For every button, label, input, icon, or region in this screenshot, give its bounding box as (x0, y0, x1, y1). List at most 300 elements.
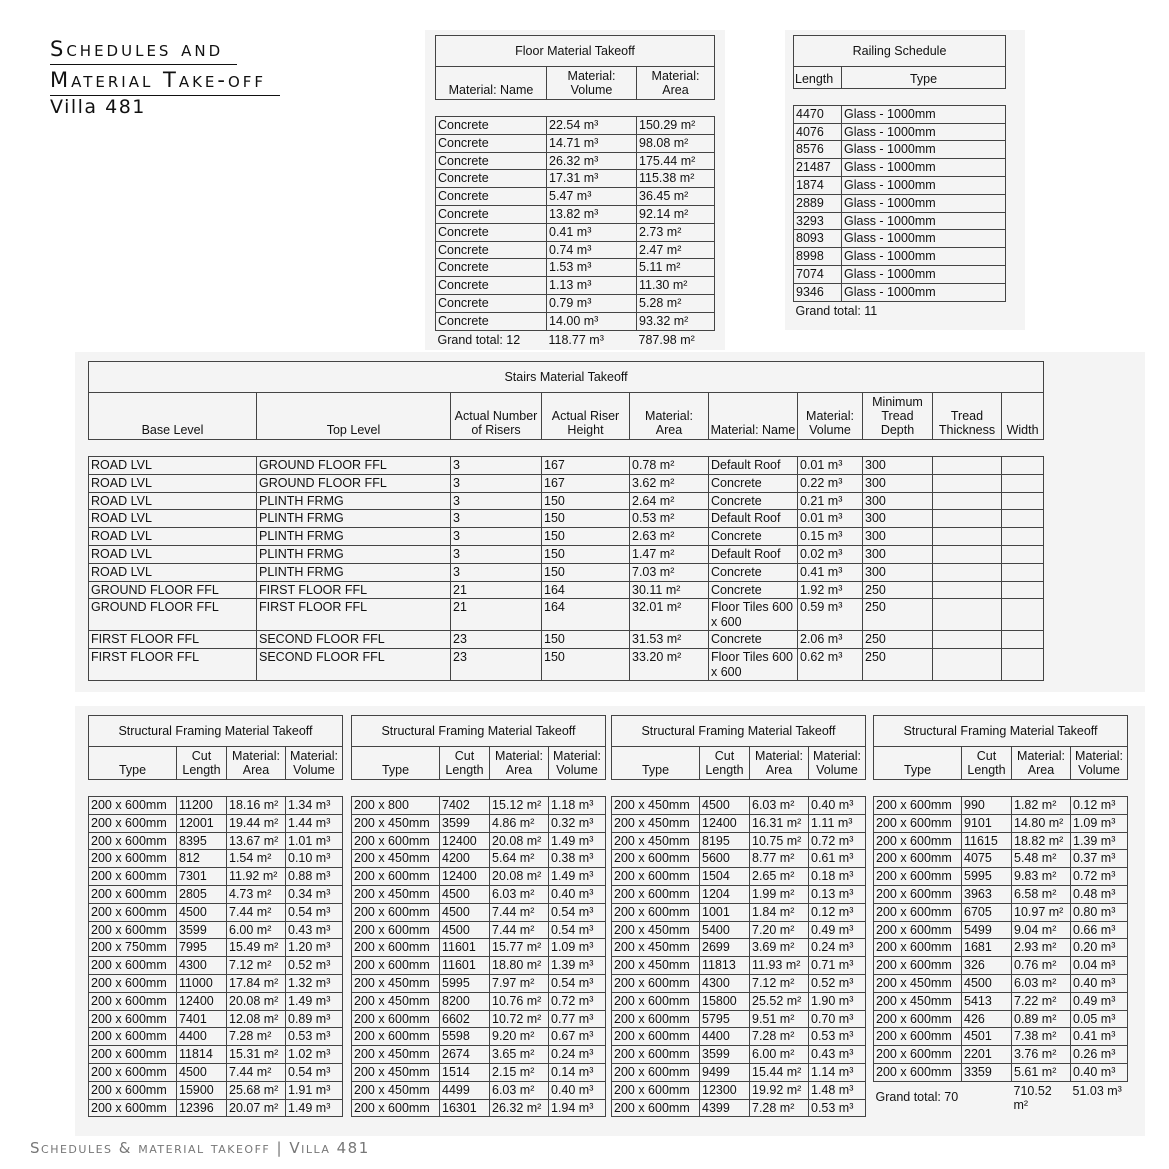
stairs-cell: ROAD LVL (89, 474, 257, 492)
framing-cell: 0.40 m³ (549, 1081, 606, 1099)
framing-cell: 9.20 m² (490, 1028, 549, 1046)
framing-row (612, 1028, 866, 1046)
railing-cell: Glass - 1000mm (842, 123, 1006, 141)
framing-cell: 3963 (962, 885, 1012, 903)
framing-cell: 0.40 m³ (1071, 974, 1128, 992)
framing-cell: 1.34 m³ (286, 797, 343, 815)
framing-cell: 0.80 m³ (1071, 903, 1128, 921)
stairs-row (89, 492, 1044, 510)
floor-cell: Concrete (436, 259, 547, 277)
framing-cell: 1.82 m² (1012, 797, 1071, 815)
framing-cell: 200 x 600mm (352, 957, 440, 975)
stairs-row (89, 474, 1044, 492)
framing-cell: 0.41 m³ (1071, 1028, 1128, 1046)
framing-cell: 0.26 m³ (1071, 1046, 1128, 1064)
framing-row (352, 1028, 606, 1046)
framing-cell: 0.05 m³ (1071, 1010, 1128, 1028)
framing-cell: 990 (962, 797, 1012, 815)
structural-framing-takeoff-4 (873, 715, 1128, 1112)
railing-row (794, 194, 1006, 212)
framing-cell: 1.11 m³ (809, 814, 866, 832)
stairs-cell: 150 (542, 492, 630, 510)
framing-row (874, 921, 1128, 939)
framing-cell: 4400 (177, 1028, 227, 1046)
framing-cell: 10.76 m² (490, 992, 549, 1010)
stairs-cell: FIRST FLOOR FFL (89, 631, 257, 649)
framing-cell: 6.58 m² (1012, 885, 1071, 903)
framing-schedule-title: Structural Framing Material Takeoff (352, 716, 606, 747)
stairs-cell: Concrete (709, 492, 798, 510)
framing-cell: 0.24 m³ (809, 939, 866, 957)
stairs-cell: PLINTH FRMG (257, 510, 451, 528)
floor-cell: Concrete (436, 134, 547, 152)
framing-cell: 25.52 m² (750, 992, 809, 1010)
floor-cell: Concrete (436, 205, 547, 223)
framing-cell: 200 x 600mm (352, 1010, 440, 1028)
stairs-cell: Floor Tiles 600 x 600 (709, 599, 798, 631)
railing-cell: 3293 (794, 212, 842, 230)
framing-cell: 0.54 m³ (286, 1063, 343, 1081)
floor-cell: 5.28 m² (637, 294, 715, 312)
framing-row (612, 1046, 866, 1064)
framing-cell: 200 x 600mm (89, 974, 177, 992)
framing-row (874, 850, 1128, 868)
framing-cell: 200 x 600mm (89, 1081, 177, 1099)
framing-cell: 15800 (700, 992, 750, 1010)
stairs-header-cell: Material: Area (630, 393, 709, 440)
framing-cell: 12400 (440, 832, 490, 850)
framing-cell: 4500 (440, 885, 490, 903)
framing-cell: 5413 (962, 992, 1012, 1010)
floor-cell: 98.08 m² (637, 134, 715, 152)
framing-header-cell: Material: Area (750, 747, 809, 780)
framing-cell: 20.08 m² (490, 832, 549, 850)
framing-row (612, 921, 866, 939)
framing-cell: 200 x 600mm (874, 939, 962, 957)
framing-cell: 7401 (177, 1010, 227, 1028)
stairs-cell (933, 649, 1002, 681)
framing-cell: 1204 (700, 885, 750, 903)
railing-cell: 4076 (794, 123, 842, 141)
framing-cell: 0.40 m³ (1071, 1063, 1128, 1081)
framing-cell: 200 x 450mm (352, 1046, 440, 1064)
framing-cell: 11814 (177, 1046, 227, 1064)
framing-row (874, 1046, 1128, 1064)
framing-cell: 0.89 m² (1012, 1010, 1071, 1028)
framing-cell: 200 x 600mm (89, 832, 177, 850)
framing-cell: 11601 (440, 939, 490, 957)
framing-cell: 4399 (700, 1099, 750, 1117)
floor-cell: Concrete (436, 170, 547, 188)
framing-cell: 200 x 800 (352, 797, 440, 815)
railing-cell: Glass - 1000mm (842, 176, 1006, 194)
stairs-cell: 150 (542, 649, 630, 681)
floor-cell: 93.32 m² (637, 312, 715, 330)
framing-cell: 1.91 m³ (286, 1081, 343, 1099)
framing-cell: 200 x 600mm (874, 868, 962, 886)
framing-cell: 1514 (440, 1063, 490, 1081)
framing-cell: 0.18 m³ (809, 868, 866, 886)
stairs-cell (933, 492, 1002, 510)
framing-cell: 1.49 m³ (549, 832, 606, 850)
stairs-cell: 300 (863, 492, 933, 510)
stairs-cell: 0.62 m³ (798, 649, 863, 681)
framing-row (874, 797, 1128, 815)
stairs-cell: 250 (863, 631, 933, 649)
railing-row (794, 283, 1006, 301)
floor-cell: 1.53 m³ (547, 259, 637, 277)
stairs-cell (933, 581, 1002, 599)
floor-cell: Concrete (436, 223, 547, 241)
framing-row (89, 1081, 343, 1099)
framing-cell: 11601 (440, 957, 490, 975)
framing-cell: 13.67 m² (227, 832, 286, 850)
framing-cell: 7.44 m² (490, 903, 549, 921)
stairs-cell: 3.62 m² (630, 474, 709, 492)
framing-header-cell: Cut Length (440, 747, 490, 780)
floor-row (436, 170, 715, 188)
framing-cell: 200 x 600mm (874, 1028, 962, 1046)
stairs-cell: 3 (451, 457, 542, 475)
framing-cell: 200 x 600mm (874, 1010, 962, 1028)
framing-cell: 1.48 m³ (809, 1081, 866, 1099)
framing-header-cell: Type (89, 747, 177, 780)
railing-header-length: Length (794, 67, 842, 89)
framing-row (89, 903, 343, 921)
stairs-cell (1002, 599, 1044, 631)
framing-cell: 18.80 m² (490, 957, 549, 975)
framing-cell: 200 x 600mm (612, 1046, 700, 1064)
stairs-cell: 0.41 m³ (798, 563, 863, 581)
floor-header-area: Material: Area (637, 67, 715, 100)
framing-cell: 7.20 m² (750, 921, 809, 939)
framing-cell: 15900 (177, 1081, 227, 1099)
stairs-material-takeoff (88, 361, 1044, 681)
framing-cell: 200 x 450mm (352, 974, 440, 992)
framing-cell: 200 x 450mm (874, 992, 962, 1010)
stairs-cell: 3 (451, 474, 542, 492)
floor-header-name: Material: Name (436, 67, 547, 100)
railing-header-type: Type (842, 67, 1006, 89)
railing-cell: 9346 (794, 283, 842, 301)
framing-cell: 3359 (962, 1063, 1012, 1081)
framing-schedule-title: Structural Framing Material Takeoff (612, 716, 866, 747)
framing-row (352, 939, 606, 957)
stairs-cell: 164 (542, 581, 630, 599)
framing-cell: 10.72 m² (490, 1010, 549, 1028)
framing-cell: 200 x 450mm (352, 850, 440, 868)
framing-cell: 200 x 600mm (612, 992, 700, 1010)
framing-row (89, 832, 343, 850)
framing-cell: 19.44 m² (227, 814, 286, 832)
stairs-cell: 0.01 m³ (798, 510, 863, 528)
stairs-row (89, 599, 1044, 631)
framing-row (89, 939, 343, 957)
floor-cell: Concrete (436, 152, 547, 170)
stairs-cell: 0.22 m³ (798, 474, 863, 492)
framing-cell: 4.86 m² (490, 814, 549, 832)
railing-cell: Glass - 1000mm (842, 283, 1006, 301)
railing-cell: Glass - 1000mm (842, 212, 1006, 230)
framing-row (352, 850, 606, 868)
framing-cell: 16.31 m² (750, 814, 809, 832)
framing-row (352, 885, 606, 903)
stairs-cell: 2.63 m² (630, 528, 709, 546)
framing-cell: 4499 (440, 1081, 490, 1099)
stairs-cell: Default Roof (709, 457, 798, 475)
framing-cell: 200 x 600mm (352, 903, 440, 921)
framing-row (352, 1081, 606, 1099)
framing-cell: 4400 (700, 1028, 750, 1046)
railing-row (794, 212, 1006, 230)
framing-cell: 11000 (177, 974, 227, 992)
framing-cell: 0.89 m³ (286, 1010, 343, 1028)
framing-cell: 11615 (962, 832, 1012, 850)
framing-cell: 9.04 m² (1012, 921, 1071, 939)
framing-cell: 200 x 600mm (612, 1099, 700, 1117)
stairs-cell (933, 510, 1002, 528)
framing-cell: 0.12 m³ (1071, 797, 1128, 815)
framing-cell: 200 x 450mm (352, 885, 440, 903)
framing-cell: 7995 (177, 939, 227, 957)
framing-cell: 2699 (700, 939, 750, 957)
framing-row (352, 1010, 606, 1028)
framing-cell: 4.73 m² (227, 885, 286, 903)
floor-cell: 14.00 m³ (547, 312, 637, 330)
framing-header-cell: Material: Area (490, 747, 549, 780)
framing-cell: 1.49 m³ (286, 992, 343, 1010)
framing-cell: 0.61 m³ (809, 850, 866, 868)
framing-row (612, 832, 866, 850)
stairs-cell (933, 545, 1002, 563)
framing-row (89, 885, 343, 903)
framing-row (89, 1063, 343, 1081)
framing-cell: 5400 (700, 921, 750, 939)
framing-cell: 10.97 m² (1012, 903, 1071, 921)
floor-row (436, 241, 715, 259)
framing-row (874, 832, 1128, 850)
framing-cell: 4500 (177, 1063, 227, 1081)
framing-cell: 200 x 600mm (89, 868, 177, 886)
floor-cell: 150.29 m² (637, 117, 715, 135)
framing-cell: 1.39 m³ (549, 957, 606, 975)
stairs-cell: 33.20 m² (630, 649, 709, 681)
framing-cell: 3.69 m² (750, 939, 809, 957)
stairs-cell (1002, 581, 1044, 599)
stairs-header-cell: Actual Number of Risers (451, 393, 542, 440)
framing-row (352, 1099, 606, 1117)
framing-row (612, 939, 866, 957)
framing-cell: 200 x 450mm (352, 992, 440, 1010)
framing-cell: 5.64 m² (490, 850, 549, 868)
railing-cell: 8998 (794, 248, 842, 266)
framing-header-cell: Cut Length (962, 747, 1012, 780)
stairs-cell: 0.02 m³ (798, 545, 863, 563)
framing-cell: 200 x 600mm (89, 850, 177, 868)
framing-row (352, 957, 606, 975)
framing-cell: 12400 (440, 868, 490, 886)
structural-framing-takeoff-2 (351, 715, 606, 1117)
framing-cell: 17.84 m² (227, 974, 286, 992)
framing-cell: 26.32 m² (490, 1099, 549, 1117)
stairs-cell: 150 (542, 631, 630, 649)
floor-cell: 5.11 m² (637, 259, 715, 277)
framing-cell: 20.07 m² (227, 1099, 286, 1117)
framing-cell: 7.22 m² (1012, 992, 1071, 1010)
stairs-cell: 167 (542, 457, 630, 475)
floor-cell: 14.71 m³ (547, 134, 637, 152)
framing-cell: 2.15 m² (490, 1063, 549, 1081)
stairs-cell: 2.06 m³ (798, 631, 863, 649)
stairs-cell (933, 563, 1002, 581)
railing-cell: Glass - 1000mm (842, 248, 1006, 266)
floor-schedule-title: Floor Material Takeoff (436, 36, 715, 67)
framing-row (874, 1063, 1128, 1081)
stairs-cell: 300 (863, 563, 933, 581)
framing-cell: 16301 (440, 1099, 490, 1117)
framing-cell: 12400 (700, 814, 750, 832)
framing-cell: 1.49 m³ (549, 868, 606, 886)
framing-cell: 18.82 m² (1012, 832, 1071, 850)
framing-cell: 4075 (962, 850, 1012, 868)
framing-grand-total: Grand total: 70 (875, 1089, 959, 1104)
floor-row (436, 205, 715, 223)
framing-cell: 5995 (440, 974, 490, 992)
stairs-cell (1002, 649, 1044, 681)
framing-cell: 200 x 600mm (89, 903, 177, 921)
stairs-cell (933, 631, 1002, 649)
framing-cell: 5598 (440, 1028, 490, 1046)
stairs-cell: 21 (451, 599, 542, 631)
framing-row (89, 814, 343, 832)
stairs-cell: PLINTH FRMG (257, 563, 451, 581)
framing-cell: 3.65 m² (490, 1046, 549, 1064)
structural-framing-takeoff-1 (88, 715, 343, 1117)
framing-row (612, 903, 866, 921)
framing-cell: 3.76 m² (1012, 1046, 1071, 1064)
stairs-cell: 3 (451, 563, 542, 581)
stairs-cell (1002, 457, 1044, 475)
framing-cell: 200 x 600mm (874, 797, 962, 815)
framing-row (352, 974, 606, 992)
framing-row (89, 1046, 343, 1064)
framing-row (612, 1081, 866, 1099)
framing-cell: 2.93 m² (1012, 939, 1071, 957)
framing-cell: 9.83 m² (1012, 868, 1071, 886)
framing-cell: 0.77 m³ (549, 1010, 606, 1028)
framing-cell: 326 (962, 957, 1012, 975)
framing-cell: 1.44 m³ (286, 814, 343, 832)
floor-cell: Concrete (436, 117, 547, 135)
stairs-cell: FIRST FLOOR FFL (257, 599, 451, 631)
framing-cell: 6.00 m² (750, 1046, 809, 1064)
floor-cell: 36.45 m² (637, 188, 715, 206)
framing-cell: 200 x 600mm (89, 797, 177, 815)
framing-cell: 8.77 m² (750, 850, 809, 868)
framing-cell: 15.77 m² (490, 939, 549, 957)
framing-cell: 1.90 m³ (809, 992, 866, 1010)
framing-cell: 200 x 600mm (612, 1010, 700, 1028)
framing-cell: 200 x 600mm (352, 939, 440, 957)
framing-row (612, 1063, 866, 1081)
framing-row (89, 1028, 343, 1046)
framing-cell: 3599 (440, 814, 490, 832)
framing-cell: 0.52 m³ (809, 974, 866, 992)
stairs-schedule-title: Stairs Material Takeoff (89, 362, 1044, 393)
railing-cell: 1874 (794, 176, 842, 194)
framing-header-cell: Material: Area (1012, 747, 1071, 780)
framing-row (874, 992, 1128, 1010)
framing-row (89, 850, 343, 868)
framing-cell: 15.49 m² (227, 939, 286, 957)
stairs-cell: 3 (451, 510, 542, 528)
framing-cell: 0.66 m³ (1071, 921, 1128, 939)
framing-row (612, 885, 866, 903)
stairs-cell (933, 457, 1002, 475)
framing-cell: 4500 (440, 903, 490, 921)
railing-cell: Glass - 1000mm (842, 159, 1006, 177)
stairs-cell: Concrete (709, 581, 798, 599)
stairs-cell: ROAD LVL (89, 528, 257, 546)
floor-total-area: 787.98 m² (638, 332, 695, 347)
framing-cell: 200 x 600mm (89, 957, 177, 975)
railing-schedule (793, 35, 1006, 320)
framing-cell: 4300 (700, 974, 750, 992)
framing-cell: 10.75 m² (750, 832, 809, 850)
floor-total-volume: 118.77 m³ (548, 332, 604, 347)
framing-row (612, 797, 866, 815)
framing-cell: 0.10 m³ (286, 850, 343, 868)
stairs-cell: ROAD LVL (89, 563, 257, 581)
framing-row (352, 832, 606, 850)
framing-cell: 7.28 m² (227, 1028, 286, 1046)
framing-row (89, 992, 343, 1010)
stairs-header-cell: Minimum Tread Depth (863, 393, 933, 440)
framing-row (874, 885, 1128, 903)
framing-cell: 200 x 600mm (612, 974, 700, 992)
framing-cell: 200 x 600mm (612, 850, 700, 868)
framing-row (612, 957, 866, 975)
framing-cell: 6.03 m² (750, 797, 809, 815)
framing-row (612, 814, 866, 832)
framing-cell: 200 x 450mm (612, 797, 700, 815)
framing-row (874, 1010, 1128, 1028)
floor-cell: 0.74 m³ (547, 241, 637, 259)
framing-cell: 0.43 m³ (809, 1046, 866, 1064)
framing-cell: 1.01 m³ (286, 832, 343, 850)
stairs-cell: 250 (863, 599, 933, 631)
framing-cell: 19.92 m² (750, 1081, 809, 1099)
floor-cell: Concrete (436, 277, 547, 295)
stairs-cell: 150 (542, 545, 630, 563)
framing-row (612, 1010, 866, 1028)
framing-header-cell: Material: Volume (1071, 747, 1128, 780)
stairs-header-cell: Material: Volume (798, 393, 863, 440)
framing-row (352, 992, 606, 1010)
stairs-row (89, 510, 1044, 528)
railing-cell: Glass - 1000mm (842, 105, 1006, 123)
stairs-row (89, 649, 1044, 681)
framing-cell: 1.09 m³ (1071, 814, 1128, 832)
framing-cell: 0.54 m³ (286, 903, 343, 921)
framing-cell: 5600 (700, 850, 750, 868)
framing-cell: 0.24 m³ (549, 1046, 606, 1064)
framing-row (352, 921, 606, 939)
stairs-cell: 0.21 m³ (798, 492, 863, 510)
framing-cell: 7.44 m² (227, 1063, 286, 1081)
framing-cell: 7.44 m² (227, 903, 286, 921)
floor-row (436, 152, 715, 170)
